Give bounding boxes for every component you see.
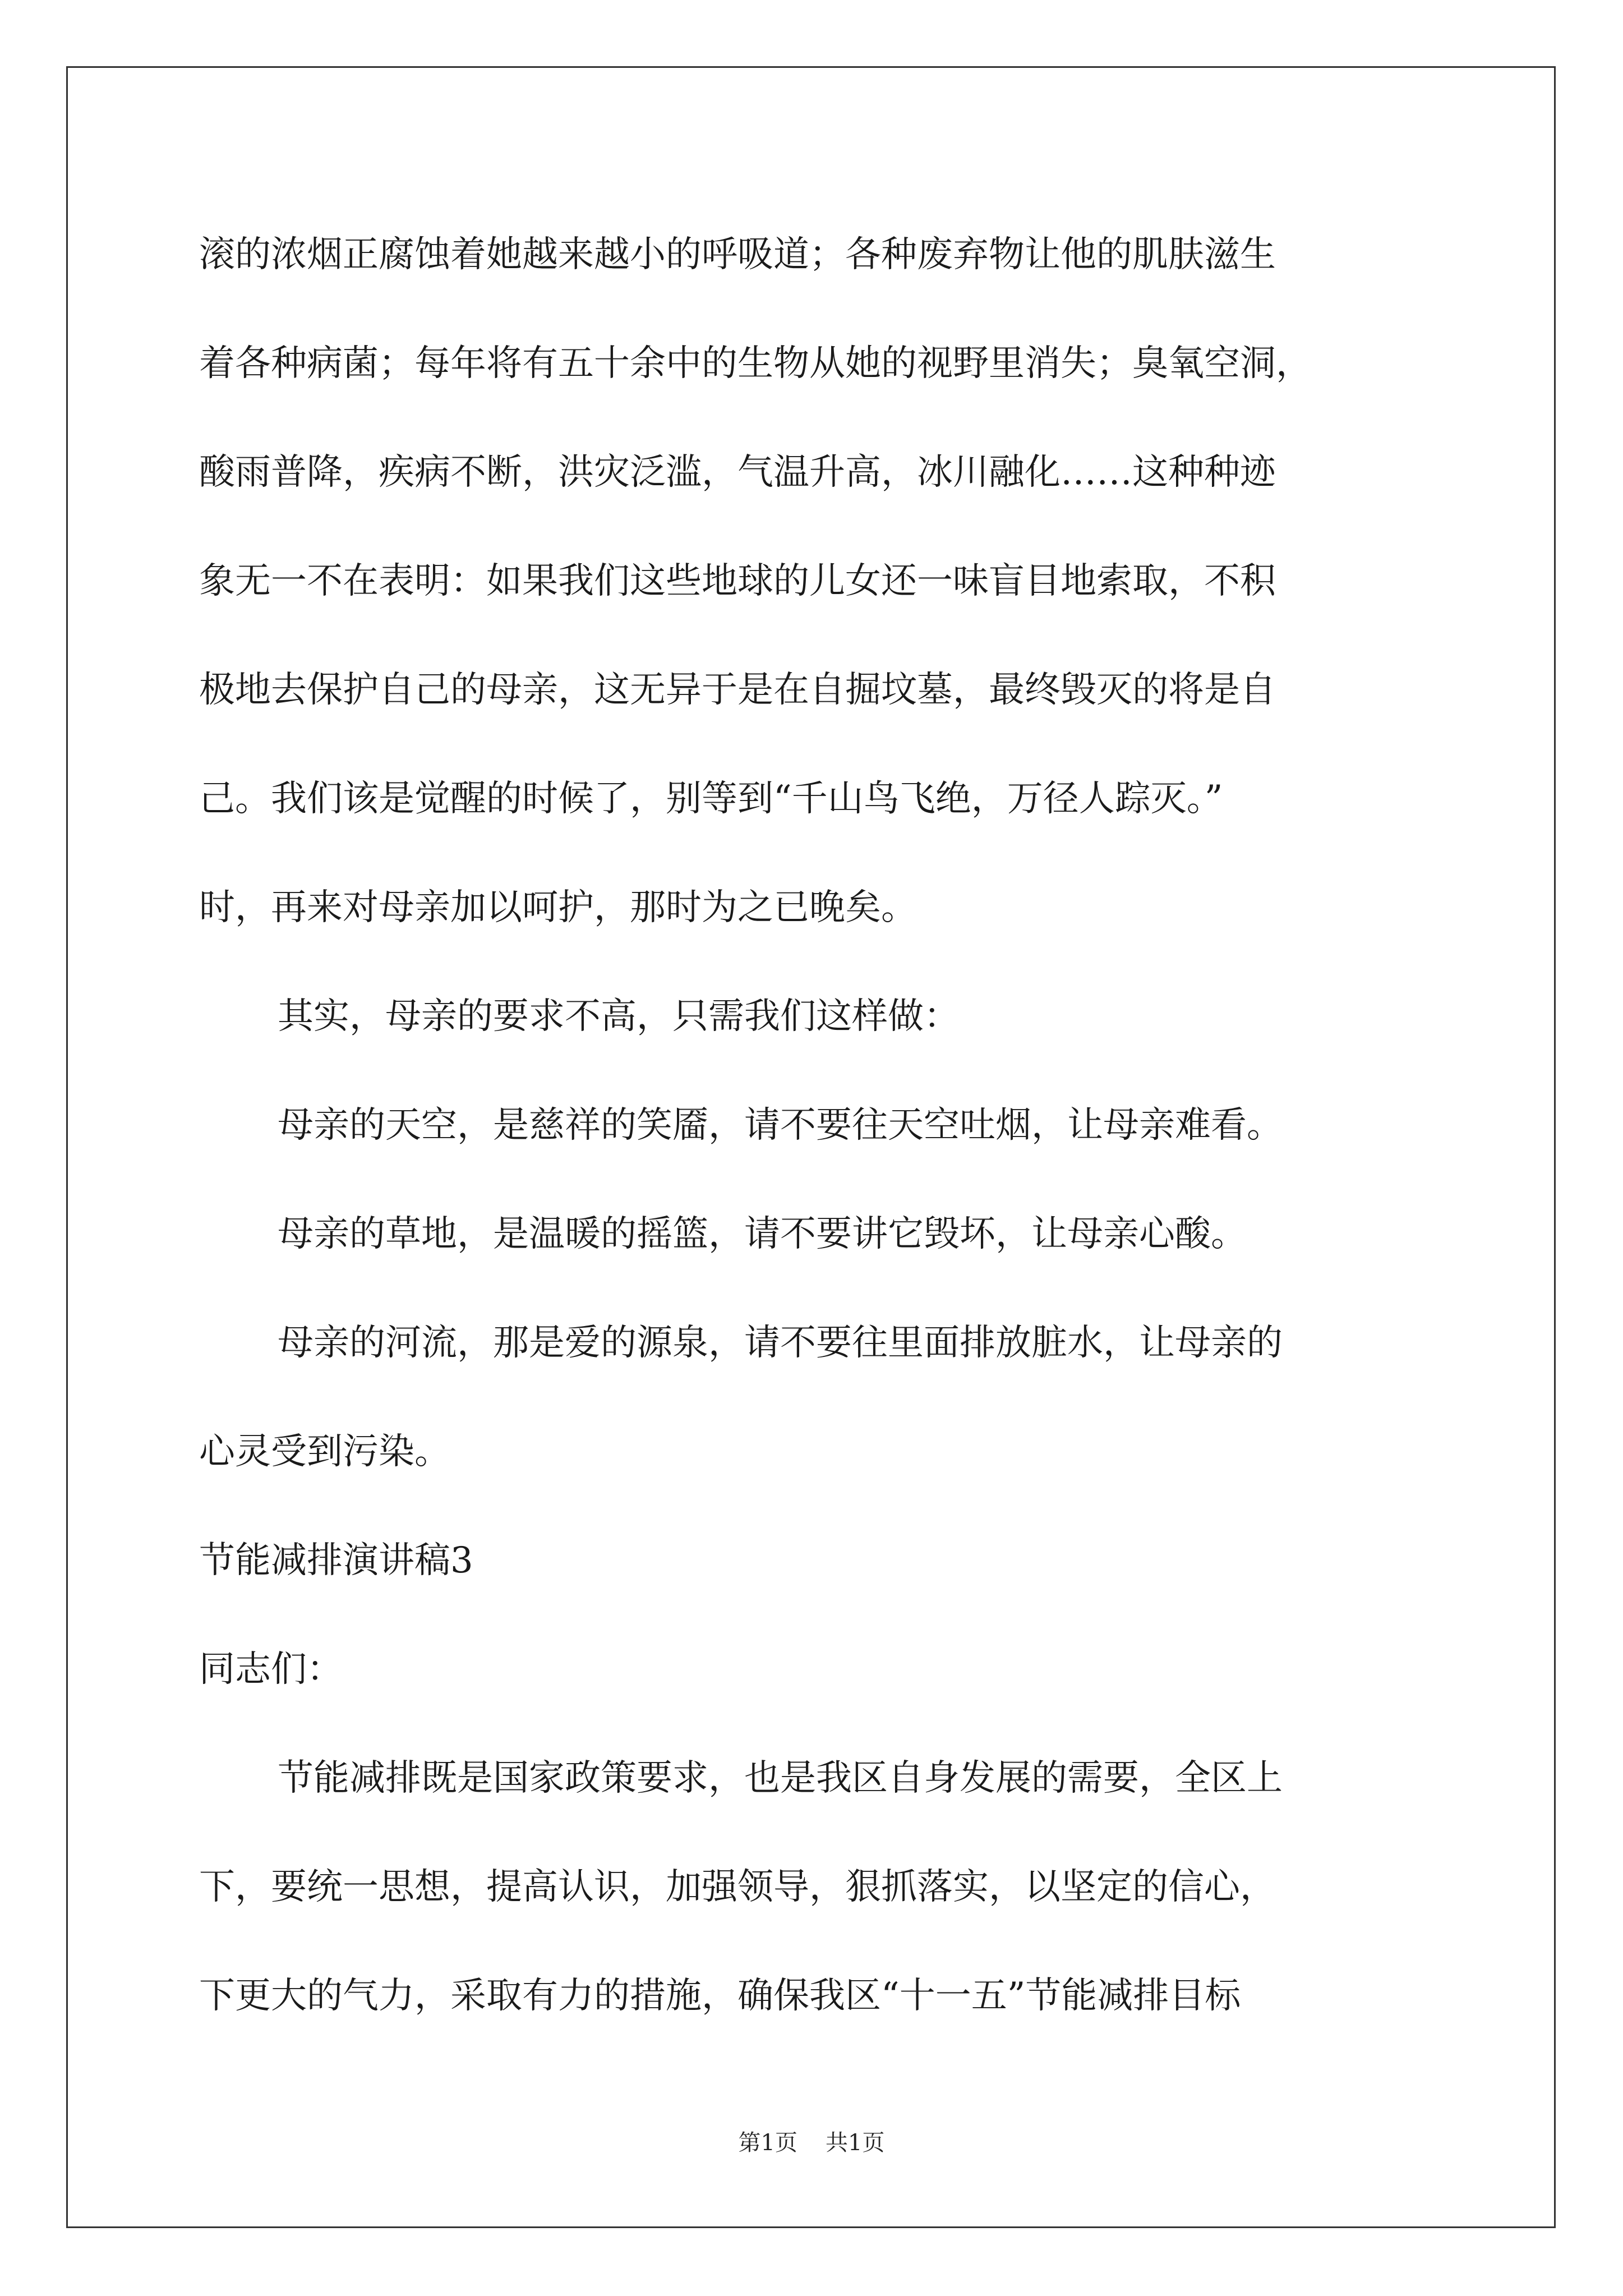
paragraph-line: 滚的浓烟正腐蚀着她越来越小的呼吸道；各种废弃物让他的肌肤滋生	[199, 234, 1276, 275]
paragraph-line: 其实，母亲的要求不高，只需我们这样做：	[278, 996, 960, 1037]
paragraph-line: 母亲的河流，那是爱的源泉，请不要往里面排放脏水，让母亲的	[278, 1322, 1283, 1364]
paragraph-line: 象无一不在表明：如果我们这些地球的儿女还一味盲目地索取，不积	[199, 560, 1276, 602]
document-body	[199, 210, 1430, 2060]
paragraph-line: 节能减排既是国家政策要求，也是我区自身发展的需要，全区上	[278, 1757, 1283, 1799]
paragraph-line: 心灵受到污染。	[199, 1431, 450, 1473]
paragraph-line: 母亲的天空，是慈祥的笑靥，请不要往天空吐烟，让母亲难看。	[278, 1105, 1283, 1146]
paragraph-line: 下，要统一思想，提高认识，加强领导，狠抓落实，以坚定的信心，	[199, 1866, 1276, 1908]
paragraph-line: 着各种病菌；每年将有五十余中的生物从她的视野里消失；臭氧空洞，	[199, 343, 1312, 384]
paragraph-line: 下更大的气力，采取有力的措施，确保我区“十一五”节能减排目标	[199, 1975, 1241, 2017]
page-number: 第1页	[738, 2130, 797, 2156]
salutation: 同志们：	[199, 1649, 343, 1690]
paragraph-line: 酸雨普降，疾病不断，洪灾泛滥，气温升高，冰川融化……这种种迹	[199, 452, 1276, 493]
paragraph-line: 己。我们该是觉醒的时候了，别等到“千山鸟飞绝，万径人踪灭。”	[199, 778, 1223, 820]
page-total: 共1页	[826, 2130, 885, 2156]
page-footer	[0, 2125, 1623, 2157]
section-heading: 节能减排演讲稿3	[199, 1540, 473, 1581]
paragraph-line: 时，再来对母亲加以呵护，那时为之已晚矣。	[199, 887, 917, 928]
paragraph-line: 母亲的草地，是温暖的摇篮，请不要讲它毁坏，让母亲心酸。	[278, 1213, 1247, 1255]
paragraph-line: 极地去保护自己的母亲，这无异于是在自掘坟墓，最终毁灭的将是自	[199, 669, 1276, 711]
